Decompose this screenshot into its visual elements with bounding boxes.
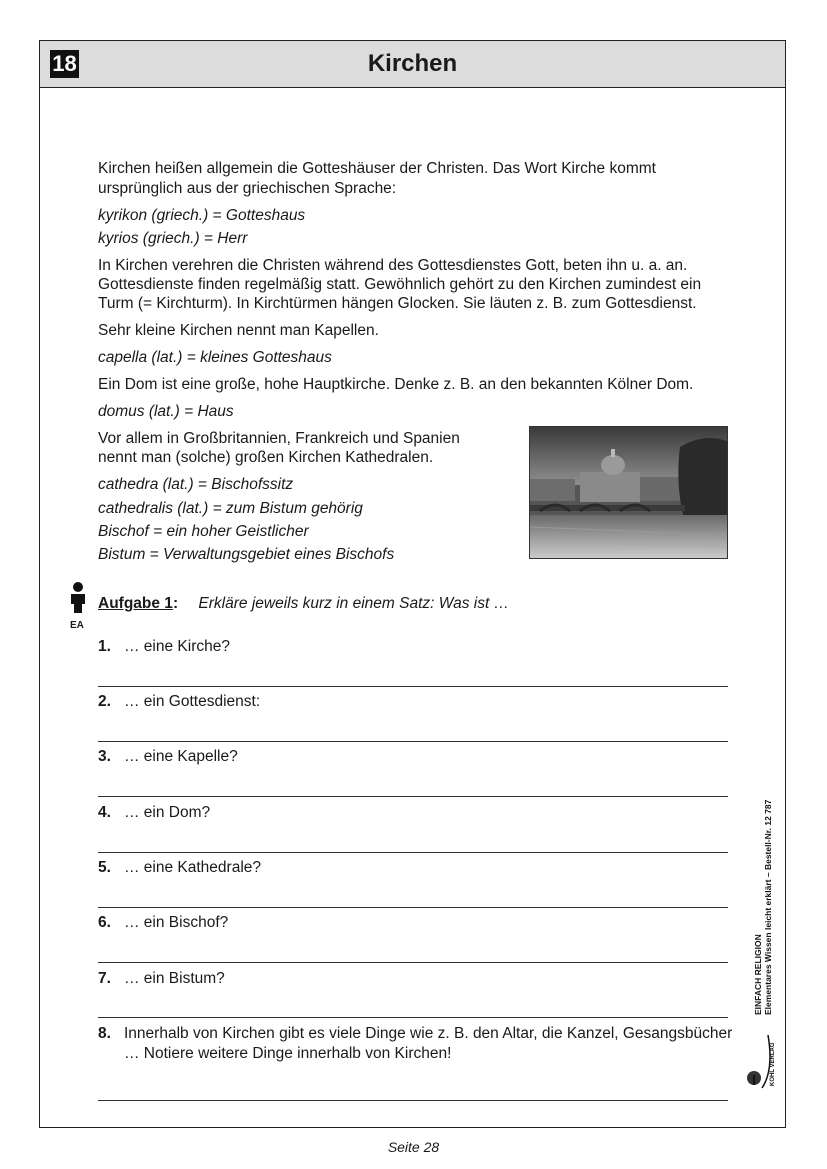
task-label: Aufgabe 1 — [98, 595, 173, 612]
paragraph-kapellen: Sehr kleine Kirchen nennt man Kapellen. — [98, 322, 379, 339]
definition-kyrikon: kyrikon (griech.) = Gotteshaus — [98, 207, 306, 224]
question-6-number: 6. — [98, 914, 111, 931]
question-4-text: … ein Dom? — [124, 804, 211, 821]
question-5-text: … eine Kathedrale? — [124, 859, 262, 876]
person-icon — [68, 582, 88, 614]
question-2-text: … ein Gottesdienst: — [124, 693, 261, 710]
worksheet-number-badge: 18 — [50, 50, 79, 78]
question-3-number: 3. — [98, 748, 111, 765]
answer-line-3[interactable] — [98, 796, 728, 797]
answer-line-8[interactable] — [98, 1100, 728, 1101]
task-heading — [98, 595, 509, 613]
answer-line-7[interactable] — [98, 1017, 728, 1018]
answer-line-6[interactable] — [98, 962, 728, 963]
question-5-number: 5. — [98, 859, 111, 876]
question-4-number: 4. — [98, 804, 111, 821]
intro-line-1: Kirchen heißen allgemein die Gotteshäuser der Christen. Das Wort Kirche kommt — [98, 160, 656, 177]
definition-bistum: Bistum = Verwaltungsgebiet eines Bischofs — [98, 546, 395, 563]
definition-cathedralis: cathedralis (lat.) = zum Bistum gehörig — [98, 500, 363, 517]
definition-cathedra: cathedra (lat.) = Bischofssitz — [98, 476, 294, 493]
paragraph-kathedralen-line-1: Vor allem in Großbritannien, Frankreich und Spanien — [98, 430, 460, 447]
publisher-name: KOHL VERLAG — [770, 1042, 776, 1086]
question-7-number: 7. — [98, 970, 111, 987]
definition-bischof: Bischof = ein hoher Geistlicher — [98, 523, 309, 540]
worksheet-frame — [39, 40, 786, 1128]
paragraph-2-line-1: In Kirchen verehren die Christen während des Gottesdienstes Gott, beten ihn u. a. an. — [98, 257, 688, 274]
page-number: Seite 28 — [387, 1139, 440, 1155]
paragraph-kathedralen-line-2: nennt man (solche) großen Kirchen Kathedralen. — [98, 449, 434, 466]
worksheet-header — [40, 41, 785, 88]
page-title: Kirchen — [367, 50, 458, 77]
question-1-number: 1. — [98, 638, 111, 655]
question-3-text: … eine Kapelle? — [124, 748, 238, 765]
answer-line-5[interactable] — [98, 907, 728, 908]
question-8-text: Innerhalb von Kirchen gibt es viele Dinge wie z. B. den Altar, die Kanzel, Gesangsbücher — [124, 1025, 733, 1042]
definition-domus: domus (lat.) = Haus — [98, 403, 234, 420]
answer-line-2[interactable] — [98, 741, 728, 742]
answer-line-4[interactable] — [98, 852, 728, 853]
intro-line-2: ursprünglich aus der griechischen Sprache: — [98, 180, 397, 197]
definition-kyrios: kyrios (griech.) = Herr — [98, 230, 248, 247]
paragraph-dom: Ein Dom ist eine große, hohe Hauptkirche. Denke z. B. an den bekannten Kölner Dom. — [98, 376, 694, 393]
question-6-text: … ein Bischof? — [124, 914, 229, 931]
cathedral-photo — [529, 426, 728, 559]
question-1-text: … eine Kirche? — [124, 638, 230, 655]
question-8-number: 8. — [98, 1025, 111, 1042]
series-subtitle: Elementares Wissen leicht erklärt – Bestell-Nr. 12 787 — [763, 799, 773, 1015]
answer-line-1[interactable] — [98, 686, 728, 687]
definition-capella: capella (lat.) = kleines Gotteshaus — [98, 349, 332, 366]
paragraph-2-line-2: Gottesdienste finden regelmäßig statt. Gewöhnlich gehört zu den Kirchen zumindest ein — [98, 276, 702, 293]
question-2-number: 2. — [98, 693, 111, 710]
publisher-imprint — [753, 800, 773, 1015]
question-8-text-line-2: … Notiere weitere Dinge innerhalb von Kirchen! — [124, 1045, 452, 1062]
task-instruction: Erkläre jeweils kurz in einem Satz: Was ist … — [198, 595, 510, 612]
task-label-colon: : — [172, 595, 179, 612]
paragraph-2-line-3: Turm (= Kirchturm). In Kirchtürmen hängen Glocken. Sie läuten z. B. zum Gottesdienst. — [98, 295, 697, 312]
publisher-logo-icon — [744, 1030, 780, 1090]
question-7-text: … ein Bistum? — [124, 970, 225, 987]
series-title: EINFACH RELIGION — [753, 934, 763, 1015]
social-form-label: EA — [70, 620, 84, 631]
